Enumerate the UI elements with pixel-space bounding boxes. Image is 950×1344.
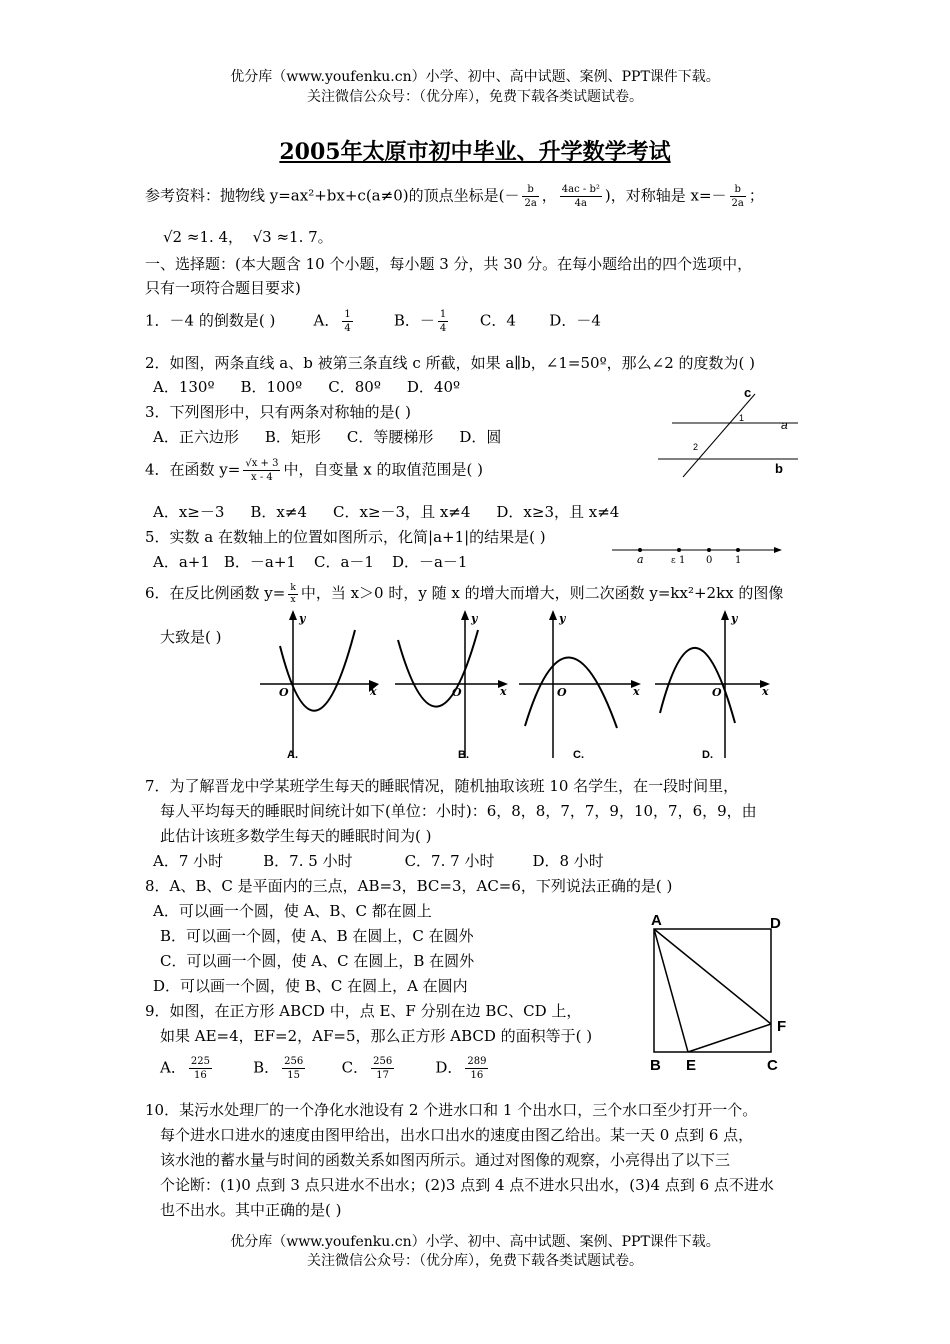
svg-text:1: 1: [735, 555, 742, 566]
number-line-figure: [612, 542, 782, 566]
svg-text:B: B: [650, 1057, 661, 1074]
question-8-stem: 8．A、B、C 是平面内的三点，AB=3，BC=3，AC=6，下列说法正确的是( ): [145, 877, 673, 895]
question-1: 1．－4 的倒数是( ) A． $\frac{1}{4}$ B．－ $\frac{1}{4}$ C．4 D．－4: [145, 309, 601, 334]
question-10-line-4: 个论断：(1)0 点到 3 点只进水不出水；(2)3 点到 4 点不进水只出水，(3)4 点到 6 点不进水: [160, 1176, 774, 1194]
graph-c: [515, 608, 650, 763]
svg-text:y: y: [471, 612, 478, 625]
question-5-options: A．a+1 B．－a+1 C．a－1 D．－a－1: [153, 553, 468, 571]
question-7-options: A．7 小时 B．7. 5 小时 C．7. 7 小时 D．8 小时: [153, 852, 604, 870]
question-9-line-1: 9．如图，在正方形 ABCD 中，点 E、F 分别在边 BC、CD 上，: [145, 1002, 582, 1020]
question-8-option-b: B．可以画一个圆，使 A、B 在圆上，C 在圆外: [160, 927, 474, 945]
sqrt-approximations: √2 ≈1. 4， √3 ≈1. 7。: [163, 228, 333, 246]
svg-text:x: x: [370, 685, 377, 698]
fraction-axis: $\frac{b}{2a}$: [731, 184, 744, 209]
question-10-line-2: 每个进水口进水的速度由图甲给出，出水口出水的速度由图乙给出。某一天 0 点到 6 点，: [160, 1126, 754, 1144]
header-line-2: 关注微信公众号：（优分库），免费下载各类试题试卷。: [307, 89, 643, 105]
svg-text:2: 2: [693, 442, 699, 452]
svg-text:ε: ε: [671, 556, 676, 566]
question-4-options: A．x≥－3 B．x≠4 C．x≥－3，且 x≠4 D．x≥3，且 x≠4: [153, 503, 620, 521]
question-4-stem: 4．在函数 y= $\frac{√x + 3}{x - 4}$ 中，自变量 x 的取值范围是( ): [145, 458, 483, 483]
svg-text:x: x: [500, 685, 507, 698]
question-10-line-5: 也不出水。其中正确的是( ): [160, 1201, 342, 1219]
svg-text:C.: C.: [573, 749, 584, 761]
graph-a: [255, 608, 385, 763]
question-10-line-1: 10．某污水处理厂的一个净化水池设有 2 个进水口和 1 个出水口，三个水口至少打开一个。: [145, 1101, 758, 1119]
question-7-line-1: 7．为了解晋龙中学某班学生每天的睡眠情况，随机抽取该班 10 名学生，在一段时间里，: [145, 777, 739, 795]
svg-text:y: y: [731, 612, 738, 625]
question-8-option-a: A．可以画一个圆，使 A、B、C 都在圆上: [153, 902, 432, 920]
question-9-options: A． $\frac{225}{16}$ B． $\frac{256}{15}$ C． $\frac{256}{17}$ D． $\frac{289}{16}$: [160, 1056, 487, 1081]
svg-text:y: y: [299, 612, 306, 625]
fraction-vertex-y: $\frac{\text{4ac - b²}}{4a}$: [561, 184, 600, 209]
svg-text:a: a: [781, 418, 788, 432]
question-9-line-2: 如果 AE=4，EF=2，AF=5，那么正方形 ABCD 的面积等于( ): [160, 1027, 593, 1045]
svg-text:1: 1: [679, 555, 686, 566]
section-1-line-1: 一、选择题：(本大题含 10 个小题，每小题 3 分，共 30 分。在每小题给出的四个选项中，: [145, 255, 753, 273]
question-5-stem: 5．实数 a 在数轴上的位置如图所示，化简|a+1|的结果是( ): [145, 528, 546, 546]
svg-text:c: c: [744, 385, 752, 400]
svg-text:D: D: [770, 915, 781, 932]
svg-text:O: O: [712, 686, 722, 699]
question-6-line-2: 大致是( ): [160, 628, 222, 646]
svg-text:O: O: [279, 686, 289, 699]
page-title: 2005年太原市初中毕业、升学数学考试: [279, 139, 671, 165]
svg-text:C: C: [767, 1057, 778, 1074]
question-8-option-c: C．可以画一个圆，使 A、C 在圆上，B 在圆外: [160, 952, 475, 970]
question-7-line-3: 此估计该班多数学生每天的睡眠时间为( ): [160, 827, 432, 845]
svg-text:A.: A.: [287, 749, 298, 761]
svg-text:F: F: [777, 1018, 787, 1035]
svg-text:0: 0: [706, 555, 713, 566]
graph-d: [650, 608, 780, 763]
question-2-options: A．130º B．100º C．80º D．40º: [153, 378, 461, 396]
svg-text:B.: B.: [458, 749, 469, 761]
svg-text:O: O: [557, 686, 567, 699]
footer-line-2: 关注微信公众号：（优分库），免费下载各类试题试卷。: [307, 1253, 643, 1269]
question-3-stem: 3．下列图形中，只有两条对称轴的是( ): [145, 403, 412, 421]
svg-text:a: a: [637, 553, 644, 566]
graph-b: [390, 608, 520, 763]
question-2-stem: 2．如图，两条直线 a、b 被第三条直线 c 所截，如果 a∥b，∠1=50º，那么∠2 的度数为( ): [145, 354, 755, 372]
square-abcd-figure: [640, 905, 800, 1075]
question-6-stem: 6．在反比例函数 y= $\frac{k}{x}$ 中，当 x＞0 时，y 随 x 的增大而增大，则二次函数 y=kx²+2kx 的图像: [145, 582, 784, 605]
svg-text:O: O: [452, 686, 462, 699]
question-10-line-3: 该水池的蓄水量与时间的函数关系如图丙所示。通过对图像的观察，小亮得出了以下三: [160, 1151, 731, 1169]
parallel-lines-figure: [650, 382, 800, 477]
question-8-option-d: D．可以画一个圆，使 B、C 在圆上，A 在圆内: [153, 977, 468, 995]
svg-text:x: x: [633, 685, 640, 698]
header-line-1: 优分库（www.youfenku.cn）小学、初中、高中试题、案例、PPT课件下载。: [230, 69, 720, 85]
section-1-line-2: 只有一项符合题目要求): [145, 279, 301, 297]
svg-text:x: x: [762, 685, 769, 698]
svg-text:A: A: [651, 912, 662, 929]
question-3-options: A．正六边形 B．矩形 C．等腰梯形 D．圆: [153, 428, 502, 446]
question-7-line-2: 每人平均每天的睡眠时间统计如下(单位：小时)：6，8，8，7，7，9，10，7，6，9，由: [160, 802, 757, 820]
svg-text:y: y: [559, 612, 566, 625]
fraction-b-2a: $\frac{b}{2a}$: [524, 184, 537, 209]
svg-text:D.: D.: [702, 749, 713, 761]
reference-line: 参考资料：抛物线 y=ax²+bx+c(a≠0)的顶点坐标是(－ $\frac{b}{2a}$ ， $\frac{\text{4ac - b²}}{4a}$ )，对称轴是 x=－ $\frac{b}{2a}$ ；: [145, 184, 764, 209]
svg-text:1: 1: [739, 413, 745, 423]
svg-text:E: E: [686, 1057, 697, 1074]
svg-text:b: b: [775, 461, 783, 476]
footer-line-1: 优分库（www.youfenku.cn）小学、初中、高中试题、案例、PPT课件下载。: [230, 1234, 720, 1250]
